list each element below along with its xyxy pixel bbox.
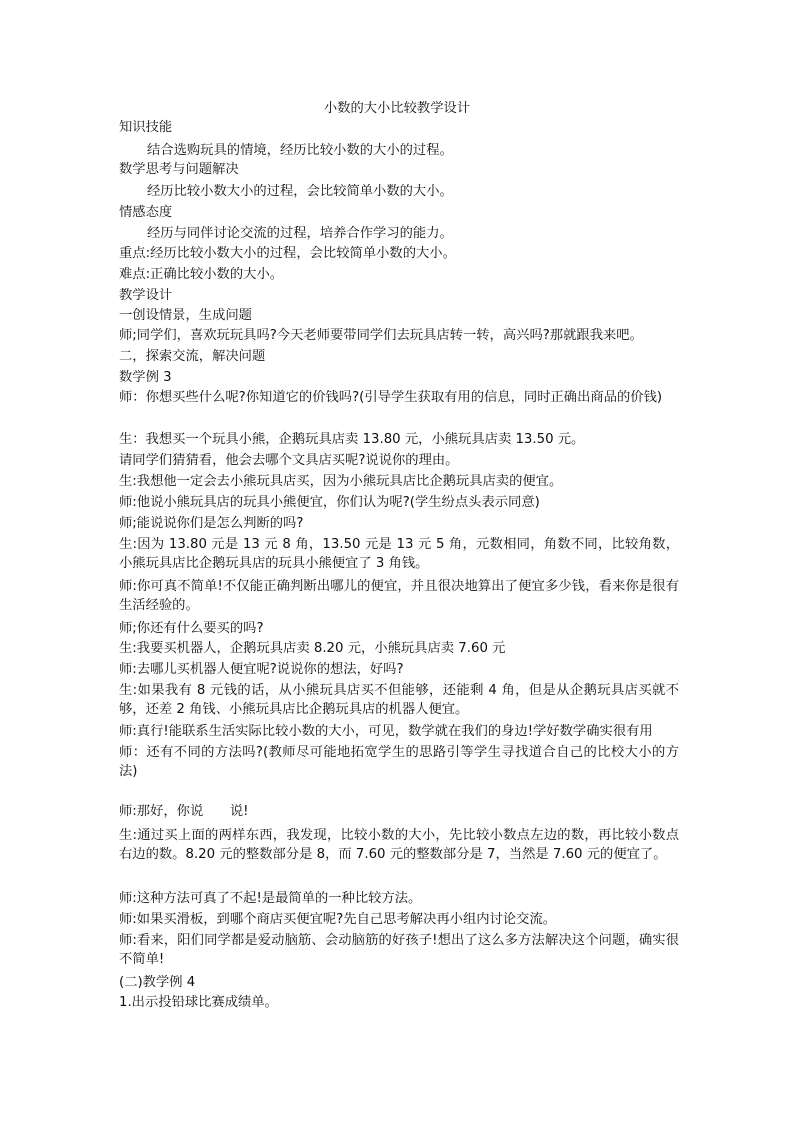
paragraph: 经历与同伴讨论交流的过程，培养合作学习的能力。 <box>147 226 453 241</box>
document-title: 小数的大小比较教学设计 <box>323 101 471 116</box>
section-heading-thinking: 数学思考与问题解决 <box>119 162 239 177</box>
paragraph: 请同学们猜猜看，他会去哪个文具店买呢?说说你的理由。 <box>119 453 459 468</box>
paragraph: 结合选购玩具的情境，经历比较小数的大小的过程。 <box>147 143 453 158</box>
paragraph: 生:我要买机器人，企鹅玩具店卖 8.20 元，小熊玩具店卖 7.60 元 <box>119 641 506 656</box>
paragraph: 生:如果我有 8 元钱的话，从小熊玩具店买不但能够，还能剩 4 角，但是从企鹅玩具店买就不够，还差 2 角钱、小熊玩具店比企鹅玩具店的机器人便宜。 <box>119 683 679 717</box>
paragraph: 师:如果买滑板，到哪个商店买便宜呢?先自己思考解决再小组内讨论交流。 <box>119 912 557 927</box>
paragraph: 生:因为 13.80 元是 13 元 8 角，13.50 元是 13 元 5 角，元数相同，角数不同，比较角数，小熊玩具店比企鹅玩具店的玩具小熊便宜了 3 角钱。 <box>119 537 679 571</box>
paragraph: 生：我想买一个玩具小熊，企鹅玩具店卖 13.80 元，小熊玩具店卖 13.50 元。 <box>119 432 585 447</box>
section-heading-attitude: 情感态度 <box>119 205 173 220</box>
step-heading: 一创设情景，生成问题 <box>119 308 252 323</box>
paragraph: 师：你想买些什么呢?你知道它的价钱吗?(引导学生获取有用的信息，同时正确出商品的价钱) <box>119 390 663 405</box>
paragraph: 师:他说小熊玩具店的玩具小熊便宜，你们认为呢?(学生纷点头表示同意) <box>119 495 540 510</box>
paragraph: 生:我想他一定会去小熊玩具店买，因为小熊玩具店比企鹅玩具店卖的便宜。 <box>119 474 563 489</box>
paragraph: 师：还有不同的方法吗?(教师尽可能地拓宽学生的思路引等学生寻找道合自己的比校大小的方法) <box>119 745 679 779</box>
paragraph: 师:去哪儿买机器人便宜呢?说说你的想法，好吗? <box>119 662 404 677</box>
paragraph: 师:你可真不简单!不仅能正确判断出哪儿的便宜，并且很决地算出了便宜多少钱，看来你是很有生活经验的。 <box>119 579 679 613</box>
paragraph: 师;你还有什么要买的吗? <box>119 621 264 636</box>
paragraph: 师:看来，阳们同学都是爱动脑筋、会动脑筋的好孩子!想出了这么多方法解决这个问题，确实很不简单! <box>119 933 679 967</box>
paragraph: 师;能说说你们是怎么判断的吗? <box>119 516 304 531</box>
step-heading: 二，探索交流，解决问题 <box>119 349 266 364</box>
paragraph: 师;同学们，喜欢玩玩具吗?今天老师要带同学们去玩具店转一转，高兴吗?那就跟我来吧。 <box>119 328 643 343</box>
difficult-point: 难点:正确比较小数的大小。 <box>119 267 284 282</box>
section-heading-design: 教学设计 <box>119 288 173 303</box>
paragraph: 1.出示投铅球比赛成绩单。 <box>119 995 278 1010</box>
section-heading-knowledge: 知识技能 <box>119 120 173 135</box>
example-heading: (二)教学例 4 <box>119 975 196 990</box>
example-heading: 数学例 3 <box>119 370 172 385</box>
paragraph: 师:真行!能联系生活实际比较小数的大小，可见，数学就在我们的身边!学好数学确实很有用 <box>119 724 653 739</box>
paragraph: 生:通过买上面的两样东西，我发现，比较小数的大小，先比较小数点左边的数，再比较小数点右边的数。8.20 元的整数部分是 8，而 7.60 元的整数部分是 7，当然是 7.60 元的便宜了。 <box>119 828 679 862</box>
paragraph: 经历比较小数大小的过程，会比较简单小数的大小。 <box>147 184 453 199</box>
key-point: 重点:经历比较小数大小的过程，会比较简单小数的大小。 <box>119 246 456 261</box>
paragraph: 师:这种方法可真了不起!是最简单的一种比较方法。 <box>119 891 422 906</box>
paragraph: 师:那好，你说 说! <box>119 804 249 819</box>
